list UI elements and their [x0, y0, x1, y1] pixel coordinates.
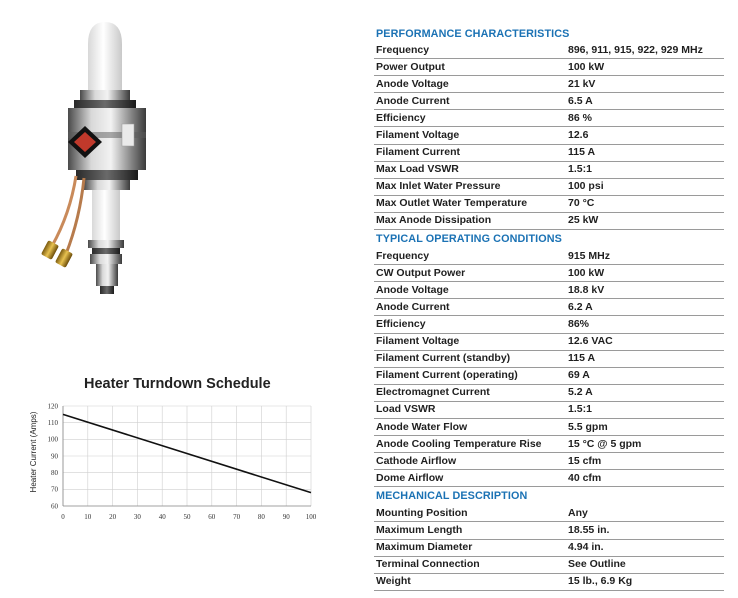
- spec-value: 15 °C @ 5 gpm: [566, 436, 724, 453]
- x-tick-label: 10: [84, 513, 92, 521]
- chart-grid: [63, 406, 311, 506]
- spec-label: Frequency: [374, 42, 566, 59]
- spec-value: 70 °C: [566, 195, 724, 212]
- spec-value: 6.2 A: [566, 299, 724, 316]
- spec-row: [374, 367, 724, 384]
- x-tick-label: 90: [282, 513, 290, 521]
- spec-row: [374, 212, 724, 229]
- spec-value: 18.8 kV: [566, 282, 724, 299]
- spec-row: [374, 401, 724, 418]
- spec-value: 25 kW: [566, 212, 724, 229]
- spec-value: 115 A: [566, 144, 724, 161]
- spec-value: 12.6 VAC: [566, 333, 724, 350]
- spec-label: Electromagnet Current: [374, 384, 566, 401]
- spec-value: 21 kV: [566, 76, 724, 93]
- x-tick-label: 60: [208, 513, 216, 521]
- ceramic-dome: [88, 22, 122, 92]
- spec-row: [374, 265, 724, 282]
- spec-row: [374, 316, 724, 333]
- spec-row: [374, 436, 724, 453]
- spec-value: 6.5 A: [566, 93, 724, 110]
- spec-label: Efficiency: [374, 110, 566, 127]
- spec-label: Cathode Airflow: [374, 453, 566, 470]
- x-tick-label: 50: [183, 513, 191, 521]
- spec-row: [374, 522, 724, 539]
- lower-ceramic: [92, 190, 120, 240]
- y-tick-label: 70: [51, 485, 58, 494]
- spec-value: See Outline: [566, 556, 724, 573]
- spec-label: Anode Voltage: [374, 76, 566, 93]
- spec-value: 100 psi: [566, 178, 724, 195]
- spec-label: Anode Cooling Temperature Rise: [374, 436, 566, 453]
- spec-value: 15 lb., 6.9 Kg: [566, 573, 724, 590]
- spec-label: Filament Current (standby): [374, 350, 566, 367]
- spec-label: Max Anode Dissipation: [374, 212, 566, 229]
- spec-value: 18.55 in.: [566, 522, 724, 539]
- y-tick-label: 120: [47, 402, 58, 411]
- spec-row: [374, 195, 724, 212]
- x-tick-label: 30: [133, 513, 141, 521]
- spec-label: Filament Current: [374, 144, 566, 161]
- spec-value: 4.94 in.: [566, 539, 724, 556]
- spec-value: 100 kW: [566, 265, 724, 282]
- spec-label: Load VSWR: [374, 401, 566, 418]
- y-tick-label: 100: [47, 435, 58, 444]
- spec-row: [374, 127, 724, 144]
- product-photo: [30, 14, 180, 299]
- spec-row: [374, 573, 724, 590]
- spec-table: [374, 248, 724, 487]
- spec-row: [374, 418, 724, 435]
- spec-value: 1.5:1: [566, 161, 724, 178]
- spec-label: Anode Current: [374, 299, 566, 316]
- y-tick-label: 80: [51, 468, 58, 477]
- spec-row: [374, 539, 724, 556]
- spec-row: [374, 161, 724, 178]
- spec-value: 12.6: [566, 127, 724, 144]
- spec-value: 86 %: [566, 110, 724, 127]
- spec-row: [374, 42, 724, 59]
- spec-label: Filament Voltage: [374, 127, 566, 144]
- spec-row: [374, 470, 724, 487]
- spec-value: 69 A: [566, 367, 724, 384]
- x-tick-label: 100: [305, 513, 317, 521]
- y-axis-label: Heater Current (Amps): [29, 411, 38, 493]
- y-tick-label: 90: [51, 452, 58, 461]
- spec-label: Mounting Position: [374, 505, 566, 522]
- spec-row: [374, 384, 724, 401]
- spec-row: [374, 282, 724, 299]
- spec-row: [374, 93, 724, 110]
- spec-value: 40 cfm: [566, 470, 724, 487]
- spec-row: [374, 59, 724, 76]
- spec-value: 115 A: [566, 350, 724, 367]
- spec-value: 5.2 A: [566, 384, 724, 401]
- spec-label: CW Output Power: [374, 265, 566, 282]
- section-heading: TYPICAL OPERATING CONDITIONS: [376, 233, 562, 246]
- spec-row: [374, 299, 724, 316]
- spec-value: 5.5 gpm: [566, 418, 724, 435]
- spec-value: 86%: [566, 316, 724, 333]
- spec-row: [374, 350, 724, 367]
- x-tick-label: 40: [158, 513, 166, 521]
- brass-fitting-left: [41, 240, 59, 260]
- spec-row: [374, 333, 724, 350]
- spec-row: [374, 505, 724, 522]
- spec-table: [374, 42, 724, 230]
- spec-row: [374, 178, 724, 195]
- chart-title: Heater Turndown Schedule: [84, 376, 271, 392]
- spec-label: Terminal Connection: [374, 556, 566, 573]
- y-tick-label: 60: [51, 502, 58, 511]
- spec-sheet: [374, 28, 724, 591]
- heater-turndown-chart: [26, 396, 326, 528]
- spec-value: 1.5:1: [566, 401, 724, 418]
- spec-value: 15 cfm: [566, 453, 724, 470]
- x-tick-label: 70: [233, 513, 241, 521]
- spec-label: Efficiency: [374, 316, 566, 333]
- section-heading: MECHANICAL DESCRIPTION: [376, 490, 528, 503]
- spec-label: Anode Current: [374, 93, 566, 110]
- section-heading: PERFORMANCE CHARACTERISTICS: [376, 28, 570, 40]
- spec-label: Weight: [374, 573, 566, 590]
- spec-value: 896, 911, 915, 922, 929 MHz: [566, 42, 724, 59]
- spec-row: [374, 556, 724, 573]
- brass-fitting-right: [55, 248, 73, 268]
- spec-label: Frequency: [374, 248, 566, 265]
- x-tick-label: 0: [61, 513, 65, 521]
- spec-label: Max Outlet Water Temperature: [374, 195, 566, 212]
- spec-row: [374, 453, 724, 470]
- x-tick-label: 20: [109, 513, 117, 521]
- y-tick-label: 110: [47, 418, 58, 427]
- spec-table: [374, 505, 724, 590]
- spec-row: [374, 76, 724, 93]
- spec-row: [374, 248, 724, 265]
- spec-label: Anode Water Flow: [374, 418, 566, 435]
- spec-label: Maximum Diameter: [374, 539, 566, 556]
- spec-row: [374, 144, 724, 161]
- spec-label: Anode Voltage: [374, 282, 566, 299]
- spec-value: Any: [566, 505, 724, 522]
- spec-label: Power Output: [374, 59, 566, 76]
- spec-label: Dome Airflow: [374, 470, 566, 487]
- spec-value: 915 MHz: [566, 248, 724, 265]
- spec-label: Max Load VSWR: [374, 161, 566, 178]
- spec-label: Maximum Length: [374, 522, 566, 539]
- spec-row: [374, 110, 724, 127]
- spec-label: Filament Voltage: [374, 333, 566, 350]
- x-tick-label: 80: [257, 513, 265, 521]
- spec-value: 100 kW: [566, 59, 724, 76]
- spec-label: Filament Current (operating): [374, 367, 566, 384]
- spec-label: Max Inlet Water Pressure: [374, 178, 566, 195]
